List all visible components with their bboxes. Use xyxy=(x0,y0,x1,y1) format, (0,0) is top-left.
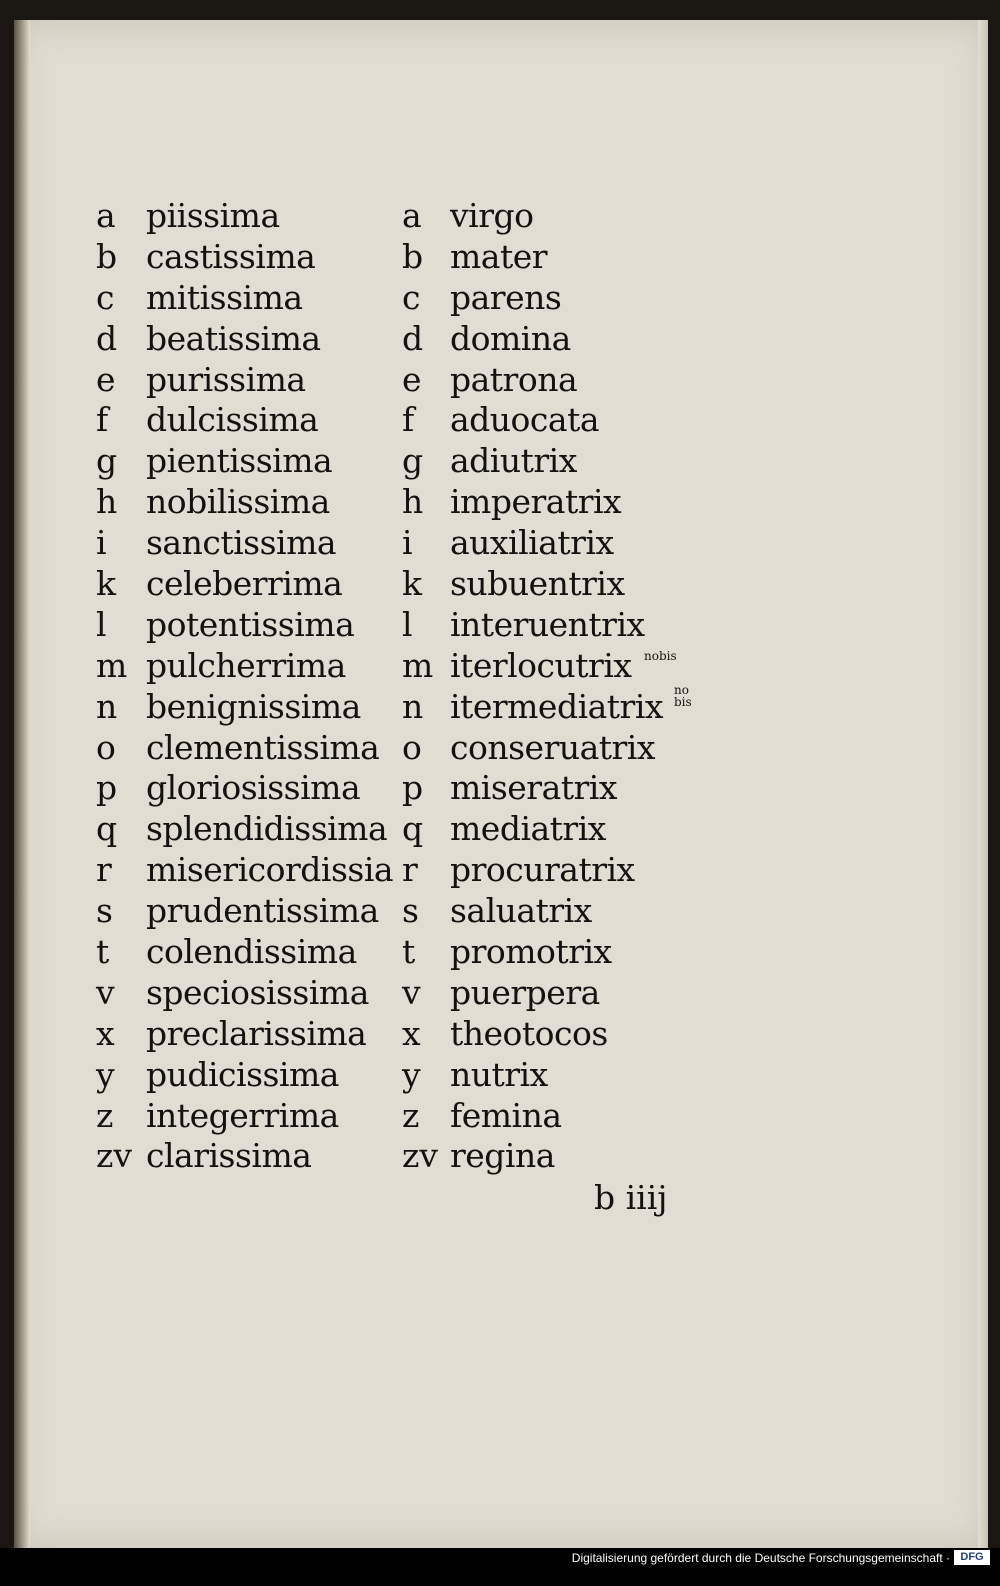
left-letter: h xyxy=(96,482,118,522)
right-letter: q xyxy=(402,809,424,849)
right-letter: x xyxy=(402,1013,421,1053)
right-letter: s xyxy=(402,891,419,931)
right-word: mater xyxy=(450,236,548,276)
left-letter: x xyxy=(96,1013,115,1053)
right-letter: f xyxy=(402,400,415,440)
left-word: splendidissima xyxy=(146,809,388,849)
left-letter: n xyxy=(96,686,118,726)
left-letter: c xyxy=(96,277,115,317)
binding-edge xyxy=(14,20,30,1548)
right-letter: i xyxy=(402,523,413,563)
right-word: conseruatrix xyxy=(450,727,655,767)
right-word: nutrix xyxy=(450,1054,548,1094)
left-letter: t xyxy=(96,932,110,972)
left-word: integerrima xyxy=(146,1095,339,1135)
right-word: miseratrix xyxy=(450,768,617,808)
left-word: speciosissima xyxy=(146,972,369,1012)
left-word: nobilissima xyxy=(146,482,330,522)
right-letter: zv xyxy=(402,1136,439,1176)
left-letter: r xyxy=(96,850,112,890)
right-word: saluatrix xyxy=(450,891,592,931)
right-letter: c xyxy=(402,277,421,317)
leaf-edge xyxy=(978,20,988,1548)
right-letter: z xyxy=(402,1095,420,1135)
right-letter: t xyxy=(402,932,416,972)
left-word: pientissima xyxy=(146,441,333,481)
right-letter: a xyxy=(402,196,422,235)
margin-note-nobis: nobis xyxy=(644,649,677,663)
left-letter: s xyxy=(96,891,113,931)
right-letter: r xyxy=(402,850,418,890)
right-word: promotrix xyxy=(450,932,612,972)
left-word: prudentissima xyxy=(146,891,379,931)
left-letter: e xyxy=(96,359,116,399)
left-letter: q xyxy=(96,809,118,849)
left-letter: zv xyxy=(96,1136,133,1176)
right-letter: n xyxy=(402,686,424,726)
right-word: mediatrix xyxy=(450,809,606,849)
margin-note-bis: bis xyxy=(674,695,692,709)
right-word: femina xyxy=(450,1095,562,1135)
right-letter: b xyxy=(402,236,424,276)
right-word: puerpera xyxy=(450,972,600,1012)
left-word: sanctissima xyxy=(146,523,337,563)
left-word: dulcissima xyxy=(146,400,319,440)
right-letter: k xyxy=(402,564,422,604)
right-letter: g xyxy=(402,441,424,481)
right-word: virgo xyxy=(450,196,534,235)
left-letter: z xyxy=(96,1095,114,1135)
right-word: imperatrix xyxy=(450,482,622,522)
right-word: interuentrix xyxy=(450,604,645,644)
left-word: purissima xyxy=(146,359,306,399)
right-word: patrona xyxy=(450,359,578,399)
right-word: iterlocutrix xyxy=(450,645,632,685)
left-word: castissima xyxy=(146,236,316,276)
left-letter: b xyxy=(96,236,118,276)
left-word: colendissima xyxy=(146,932,357,972)
right-word: domina xyxy=(450,318,571,358)
left-letter: v xyxy=(96,972,115,1012)
left-letter: f xyxy=(96,400,109,440)
left-letter: i xyxy=(96,523,107,563)
left-word: preclarissima xyxy=(146,1013,367,1053)
signature-mark: b iiij xyxy=(594,1178,668,1217)
right-letter: l xyxy=(402,604,413,644)
left-word: beatissima xyxy=(146,318,321,358)
footer-credit: Digitalisierung gefördert durch die Deutsche Forschungsgemeinschaft · xyxy=(571,1551,950,1565)
left-letter: p xyxy=(96,768,118,808)
left-word: celeberrima xyxy=(146,564,343,604)
right-letter: h xyxy=(402,482,424,522)
right-word: auxiliatrix xyxy=(450,523,614,563)
left-letter: o xyxy=(96,727,116,767)
left-letter: d xyxy=(96,318,118,358)
right-letter: y xyxy=(402,1054,421,1094)
book-page xyxy=(14,20,988,1548)
right-word: theotocos xyxy=(450,1013,608,1053)
left-word: gloriosissima xyxy=(146,768,361,808)
right-word: parens xyxy=(450,277,562,317)
left-letter: g xyxy=(96,441,118,481)
left-letter: y xyxy=(96,1054,115,1094)
left-word: pulcherrima xyxy=(146,645,346,685)
right-letter: m xyxy=(402,645,434,685)
right-letter: e xyxy=(402,359,422,399)
left-word: benignissima xyxy=(146,686,361,726)
right-word: procuratrix xyxy=(450,850,635,890)
left-letter: m xyxy=(96,645,128,685)
left-word: misericordissia xyxy=(146,850,394,890)
left-letter: l xyxy=(96,604,107,644)
left-letter: k xyxy=(96,564,116,604)
left-word: potentissima xyxy=(146,604,355,644)
left-word: mitissima xyxy=(146,277,303,317)
dfg-logo: DFG xyxy=(954,1550,990,1565)
right-word: adiutrix xyxy=(450,441,577,481)
right-word: regina xyxy=(450,1136,555,1176)
right-word: subuentrix xyxy=(450,564,625,604)
right-word: aduocata xyxy=(450,400,600,440)
right-letter: d xyxy=(402,318,424,358)
left-letter: a xyxy=(96,196,116,235)
left-word: pudicissima xyxy=(146,1054,339,1094)
left-word: piissima xyxy=(146,196,280,235)
margin-note-no: no xyxy=(674,683,689,697)
right-letter: o xyxy=(402,727,422,767)
right-letter: v xyxy=(402,972,421,1012)
right-letter: p xyxy=(402,768,424,808)
left-word: clementissima xyxy=(146,727,380,767)
left-word: clarissima xyxy=(146,1136,312,1176)
right-word: itermediatrix xyxy=(450,686,663,726)
